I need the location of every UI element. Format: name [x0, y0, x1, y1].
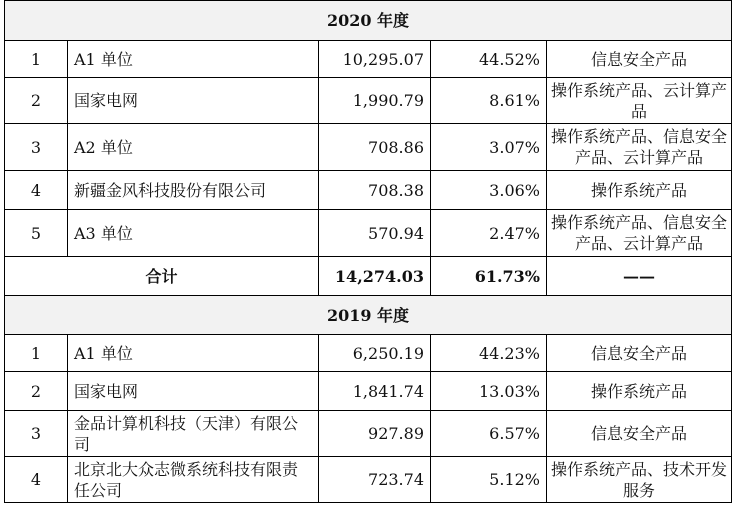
customer-name: 国家电网 — [68, 78, 319, 124]
row-index: 5 — [5, 210, 68, 257]
table-row — [5, 210, 732, 257]
total-row — [5, 257, 732, 296]
table-row — [5, 124, 732, 171]
total-share: 61.73% — [431, 257, 547, 296]
total-amount: 14,274.03 — [319, 257, 431, 296]
sales-amount: 570.94 — [319, 210, 431, 257]
customer-name: A2 单位 — [68, 124, 319, 171]
row-index: 1 — [5, 41, 68, 78]
sales-amount: 10,295.07 — [319, 41, 431, 78]
product-type: 操作系统产品、云计算产品 — [547, 78, 732, 124]
sales-amount: 708.86 — [319, 124, 431, 171]
table-row — [5, 372, 732, 411]
row-index: 4 — [5, 171, 68, 210]
sales-share: 5.12% — [431, 457, 547, 503]
customer-name: A1 单位 — [68, 41, 319, 78]
table-row — [5, 457, 732, 503]
table-row — [5, 411, 732, 457]
sales-share: 8.61% — [431, 78, 547, 124]
sales-share: 44.23% — [431, 335, 547, 372]
table-row — [5, 78, 732, 124]
product-type: 操作系统产品 — [547, 171, 732, 210]
product-type: 信息安全产品 — [547, 411, 732, 457]
sales-amount: 6,250.19 — [319, 335, 431, 372]
table-row — [5, 171, 732, 210]
sales-amount: 1,841.74 — [319, 372, 431, 411]
sales-share: 44.52% — [431, 41, 547, 78]
row-index: 2 — [5, 372, 68, 411]
total-product: —— — [547, 257, 732, 296]
sales-share: 3.06% — [431, 171, 547, 210]
sales-share: 2.47% — [431, 210, 547, 257]
section-header-2020 — [5, 1, 732, 41]
customer-name: 北京北大众志微系统科技有限责任公司 — [68, 457, 319, 503]
total-label: 合计 — [5, 257, 319, 296]
product-type: 操作系统产品、技术开发服务 — [547, 457, 732, 503]
section-header-2019 — [5, 296, 732, 335]
row-index: 2 — [5, 78, 68, 124]
section-title: 2020 年度 — [5, 1, 732, 41]
sales-share: 3.07% — [431, 124, 547, 171]
sales-amount: 723.74 — [319, 457, 431, 503]
sales-amount: 927.89 — [319, 411, 431, 457]
customer-name: A3 单位 — [68, 210, 319, 257]
section-title: 2019 年度 — [5, 296, 732, 335]
product-type: 信息安全产品 — [547, 41, 732, 78]
sales-share: 6.57% — [431, 411, 547, 457]
product-type: 信息安全产品 — [547, 335, 732, 372]
product-type: 操作系统产品 — [547, 372, 732, 411]
row-index: 3 — [5, 124, 68, 171]
row-index: 1 — [5, 335, 68, 372]
sales-share: 13.03% — [431, 372, 547, 411]
row-index: 4 — [5, 457, 68, 503]
product-type: 操作系统产品、信息安全产品、云计算产品 — [547, 210, 732, 257]
sales-amount: 1,990.79 — [319, 78, 431, 124]
customer-name: 金品计算机科技（天津）有限公司 — [68, 411, 319, 457]
sales-amount: 708.38 — [319, 171, 431, 210]
customer-name: 国家电网 — [68, 372, 319, 411]
customer-name: 新疆金风科技股份有限公司 — [68, 171, 319, 210]
customer-table — [4, 0, 732, 503]
row-index: 3 — [5, 411, 68, 457]
table-row — [5, 335, 732, 372]
product-type: 操作系统产品、信息安全产品、云计算产品 — [547, 124, 732, 171]
customer-name: A1 单位 — [68, 335, 319, 372]
table-row — [5, 41, 732, 78]
